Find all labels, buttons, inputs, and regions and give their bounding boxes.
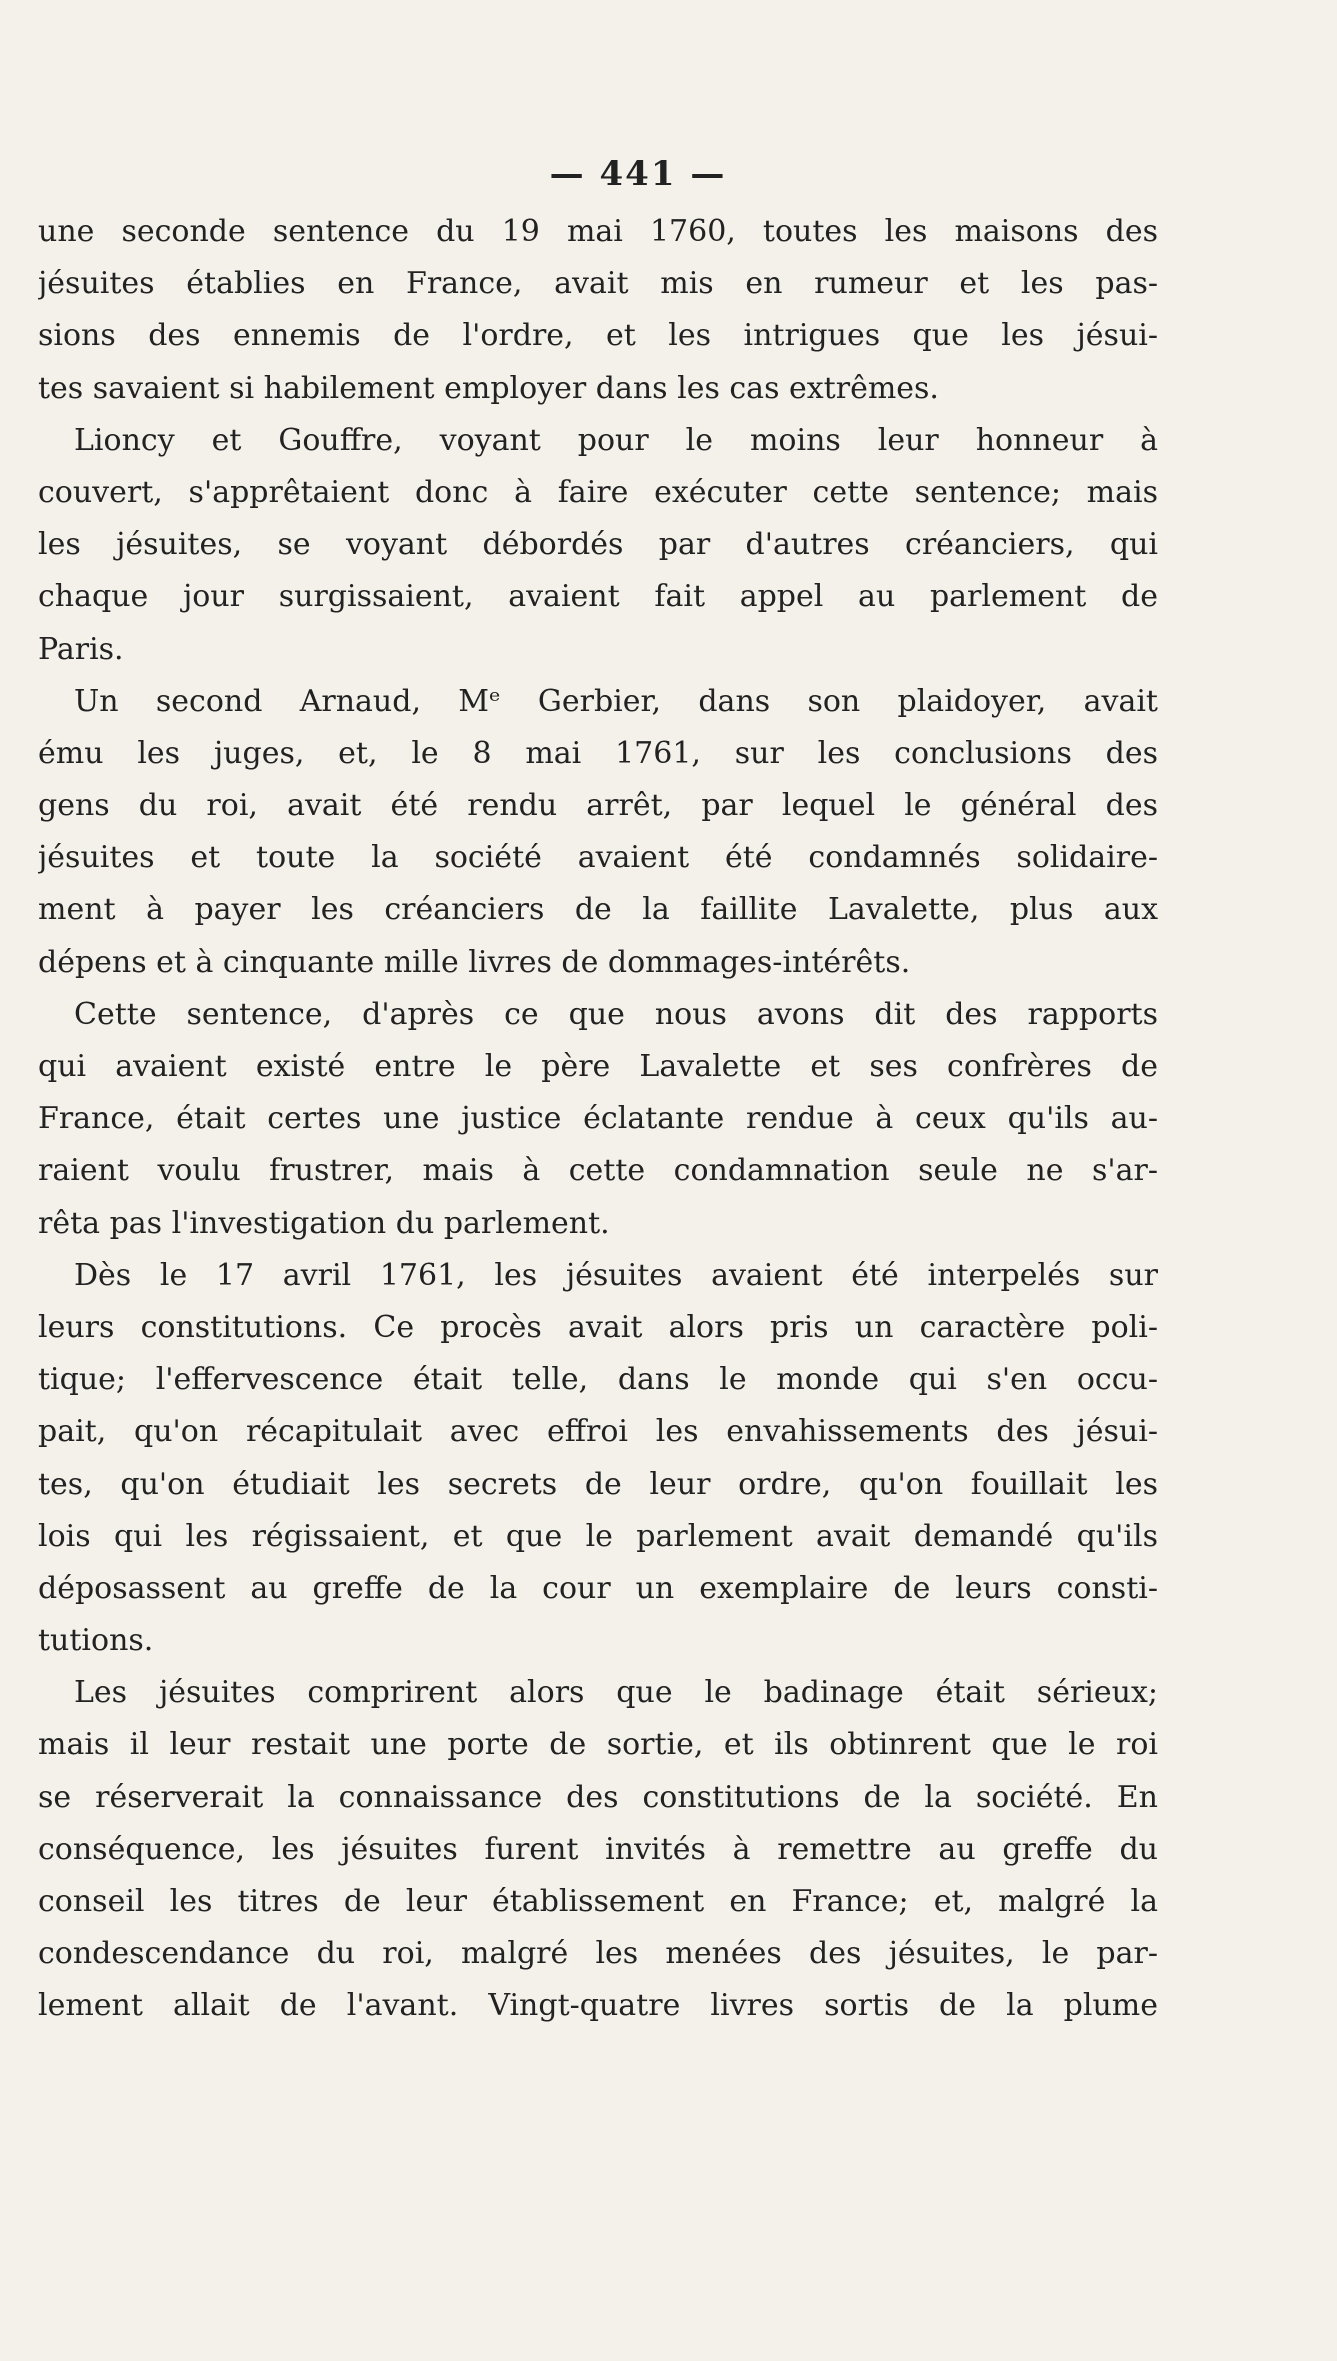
text-line: jésuites et toute la société avaient été condamnés solidaire- xyxy=(38,840,1158,876)
page-body xyxy=(38,150,1158,2033)
text-line: tes savaient si habilement employer dans les cas extrêmes. xyxy=(38,370,939,406)
text-line: ému les juges, et, le 8 mai 1761, sur les conclusions des xyxy=(38,735,1158,771)
text-line: dépens et à cinquante mille livres de dommages-intérêts. xyxy=(38,944,911,980)
text-line: Paris. xyxy=(38,631,124,667)
text-line: raient voulu frustrer, mais à cette condamnation seule ne s'ar- xyxy=(38,1153,1158,1189)
text-line: gens du roi, avait été rendu arrêt, par lequel le général des xyxy=(38,788,1158,824)
text-line: une seconde sentence du 19 mai 1760, toutes les maisons des xyxy=(38,214,1158,249)
text-line: lois qui les régissaient, et que le parlement avait demandé qu'ils xyxy=(38,1518,1158,1554)
text-line: Dès le 17 avril 1761, les jésuites avaient été interpelés sur xyxy=(74,1257,1158,1293)
page-number: — 441 — xyxy=(549,154,727,194)
text-line: sions des ennemis de l'ordre, et les intrigues que les jésui- xyxy=(38,318,1158,354)
text-line: conseil les titres de leur établissement en France; et, malgré la xyxy=(38,1884,1158,1919)
text-line: tique; l'effervescence était telle, dans le monde qui s'en occu- xyxy=(38,1362,1158,1398)
text-line: pait, qu'on récapitulait avec effroi les envahissements des jésui- xyxy=(38,1414,1158,1450)
text-line: Cette sentence, d'après ce que nous avons dit des rapports xyxy=(74,996,1158,1032)
text-line: tutions. xyxy=(38,1623,154,1659)
text-line: lement allait de l'avant. Vingt-quatre livres sortis de la plume xyxy=(38,1988,1158,2024)
text-line: Lioncy et Gouffre, voyant pour le moins leur honneur à xyxy=(74,422,1158,458)
text-line: Les jésuites comprirent alors que le badinage était sérieux; xyxy=(74,1675,1158,1711)
text-line: déposassent au greffe de la cour un exemplaire de leurs consti- xyxy=(38,1570,1158,1606)
text-line: jésuites établies en France, avait mis en rumeur et les pas- xyxy=(38,266,1158,302)
text-line: les jésuites, se voyant débordés par d'autres créanciers, qui xyxy=(38,527,1158,563)
text-line: mais il leur restait une porte de sortie, et ils obtinrent que le roi xyxy=(38,1727,1158,1763)
text-line: France, était certes une justice éclatante rendue à ceux qu'ils au- xyxy=(38,1101,1158,1137)
text-line: tes, qu'on étudiait les secrets de leur ordre, qu'on fouillait les xyxy=(38,1466,1158,1502)
text-line: conséquence, les jésuites furent invités à remettre au greffe du xyxy=(38,1831,1158,1867)
text-line: rêta pas l'investigation du parlement. xyxy=(38,1205,610,1241)
text-line: se réserverait la connaissance des constitutions de la société. En xyxy=(38,1779,1158,1815)
text-line: leurs constitutions. Ce procès avait alors pris un caractère poli- xyxy=(38,1309,1158,1345)
text-line: qui avaient existé entre le père Lavalette et ses confrères de xyxy=(38,1049,1158,1084)
text-line: ment à payer les créanciers de la faillite Lavalette, plus aux xyxy=(38,892,1158,928)
text-line: chaque jour surgissaient, avaient fait appel au parlement de xyxy=(38,579,1158,615)
text-line: condescendance du roi, malgré les menées des jésuites, le par- xyxy=(38,1936,1158,1972)
text-line: couvert, s'apprêtaient donc à faire exécuter cette sentence; mais xyxy=(38,474,1158,510)
text-line: Un second Arnaud, Mᵉ Gerbier, dans son plaidoyer, avait xyxy=(74,683,1158,719)
